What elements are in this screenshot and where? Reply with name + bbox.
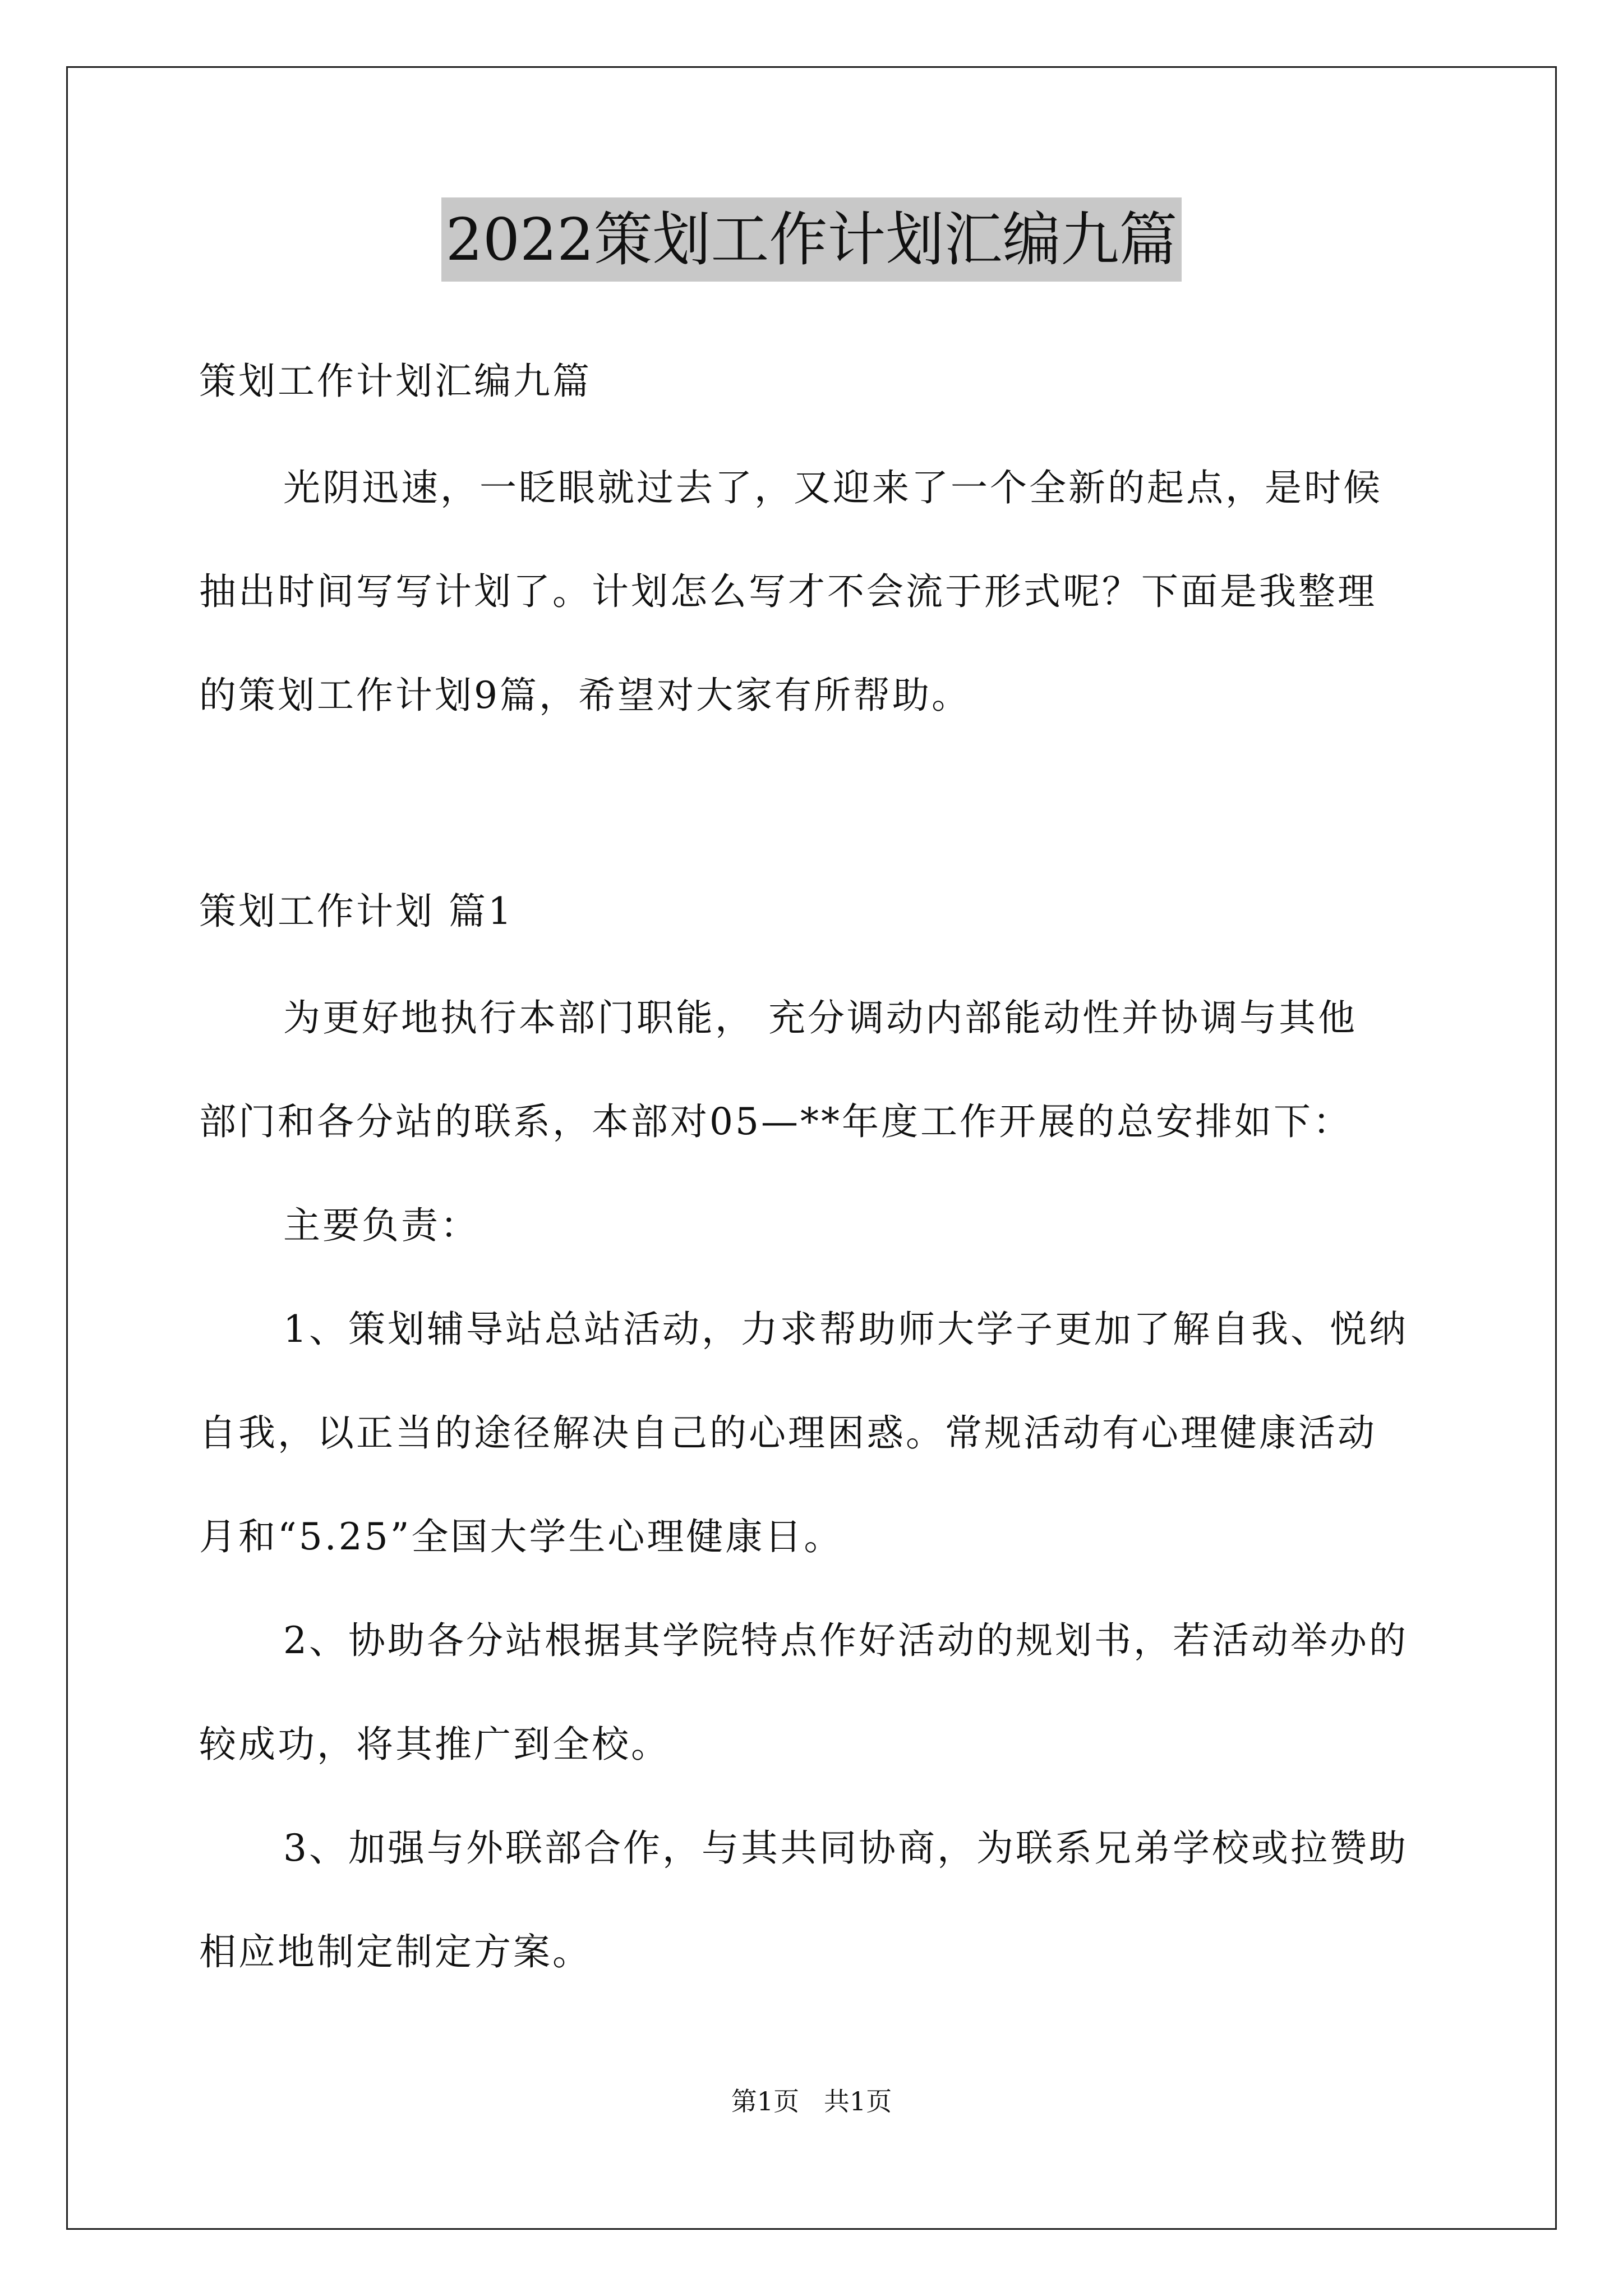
section-heading: 策划工作计划 篇1: [199, 890, 514, 933]
document-subtitle: 策划工作计划汇编九篇: [199, 360, 592, 403]
intro-line-2: 抽出时间写写计划了。计划怎么写才不会流于形式呢？下面是我整理: [199, 570, 1377, 613]
body-line-4: 1、策划辅导站总站活动，力求帮助师大学子更加了解自我、悦纳: [283, 1308, 1408, 1351]
body-line-5: 自我，以正当的途径解决自己的心理困惑。常规活动有心理健康活动: [199, 1411, 1377, 1455]
body-line-3: 主要负责：: [283, 1204, 479, 1247]
document-title: [0, 197, 1623, 282]
intro-line-1: 光阴迅速，一眨眼就过去了，又迎来了一个全新的起点，是时候: [283, 466, 1382, 509]
page-footer: 第1页 共1页: [731, 2086, 892, 2116]
body-line-7: 2、协助各分站根据其学院特点作好活动的规划书，若活动举办的: [283, 1619, 1408, 1662]
body-line-9: 3、加强与外联部合作，与其共同协商，为联系兄弟学校或拉赞助: [283, 1826, 1408, 1870]
body-line-1: 为更好地执行本部门职能， 充分调动内部能动性并协调与其他: [283, 996, 1357, 1039]
body-line-10: 相应地制定制定方案。: [199, 1930, 592, 1973]
document-title-text: 2022策划工作计划汇编九篇: [441, 197, 1182, 282]
body-line-6: 月和“5.25”全国大学生心理健康日。: [199, 1515, 843, 1558]
body-line-8: 较成功，将其推广到全校。: [199, 1723, 670, 1766]
intro-line-3: 的策划工作计划9篇，希望对大家有所帮助。: [199, 674, 971, 717]
body-line-2: 部门和各分站的联系，本部对05—**年度工作开展的总安排如下：: [199, 1100, 1352, 1143]
